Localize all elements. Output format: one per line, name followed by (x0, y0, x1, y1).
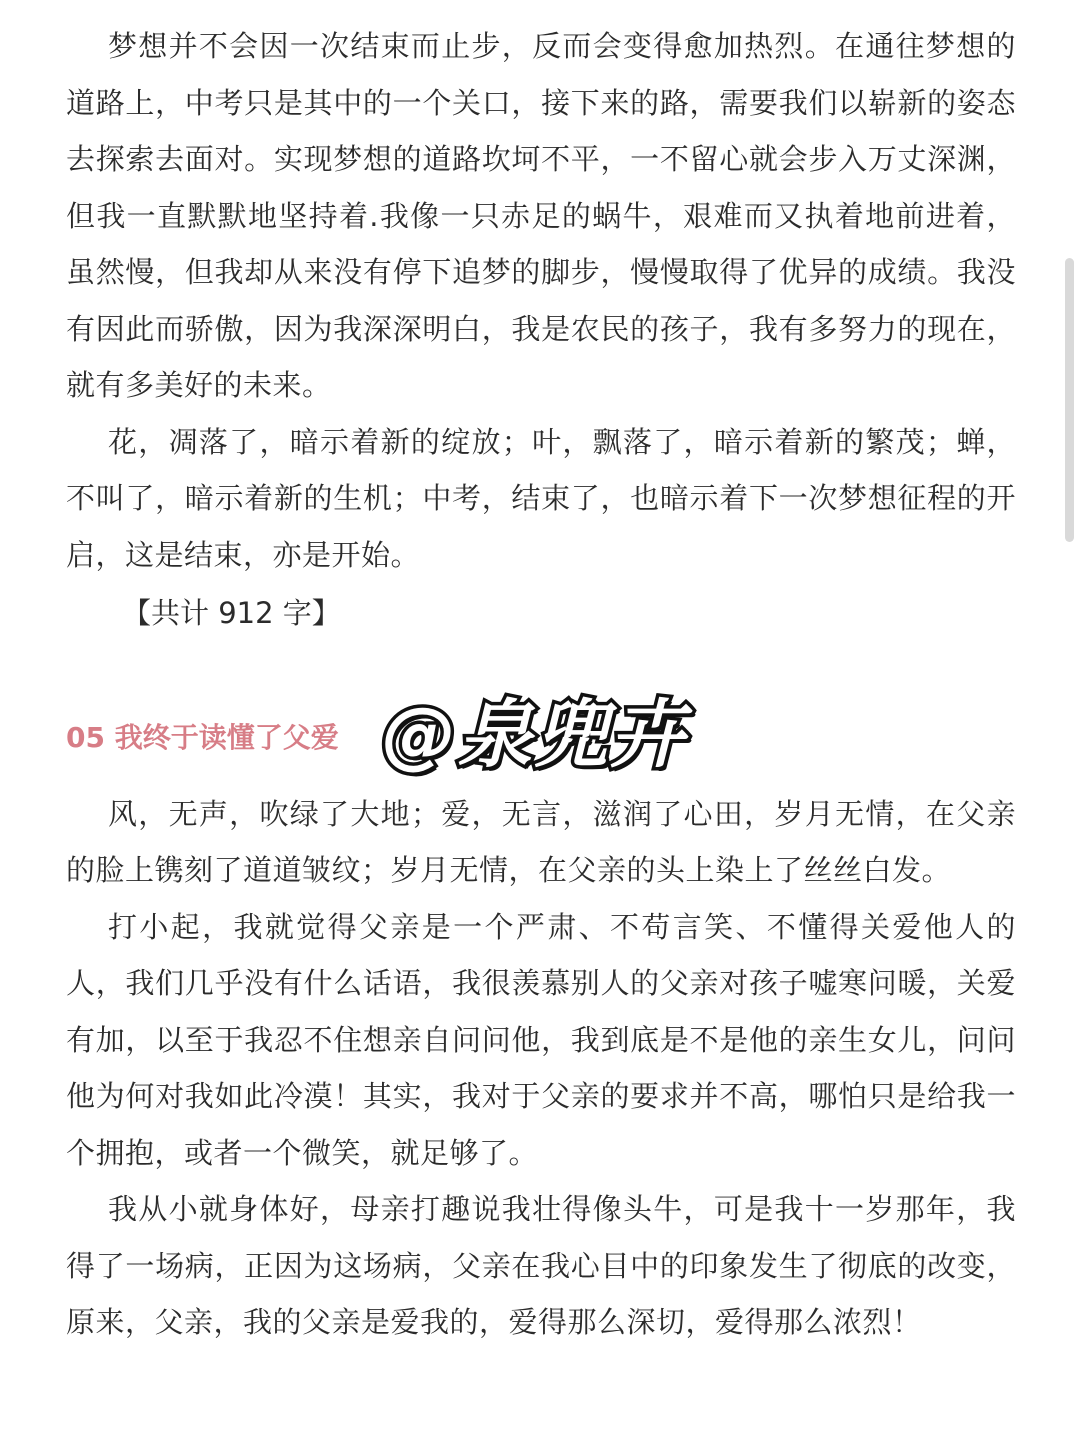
paragraph: 我从小就身体好，母亲打趣说我壮得像头牛，可是我十一岁那年，我得了一场病，正因为这场病，父亲在我心目中的印象发生了彻底的改变，原来，父亲，我的父亲是爱我的，爱得那么深切，爱得那么浓烈！ (66, 1192, 1016, 1339)
scrollbar-thumb[interactable] (1065, 258, 1074, 542)
scrollbar[interactable] (1060, 0, 1080, 1440)
paragraph: 花，凋落了，暗示着新的绽放；叶，飘落了，暗示着新的繁茂；蝉，不叫了，暗示着新的生机；中考，结束了，也暗示着下一次梦想征程的开启，这是结束，亦是开始。 (66, 424, 1016, 572)
paragraph: 梦想并不会因一次结束而止步，反而会变得愈加热烈。在通往梦想的道路上，中考只是其中的一个关口，接下来的路，需要我们以崭新的姿态去探索去面对。实现梦想的道路坎坷不平，一不留心就会步入万丈深渊，但我一直默默地坚持着.我像一只赤足的蜗牛，艰难而又执着地前进着，虽然慢，但我却从来没有停下追梦的脚步，慢慢取得了优异的成绩。我没有因此而骄傲，因为我深深明白，我是农民的孩子，我有多努力的现在，就有多美好的未来。 (66, 29, 1016, 402)
author-watermark: @泉兜卉 (382, 692, 686, 778)
paragraph: 风，无声，吹绿了大地；爱，无言，滋润了心田，岁月无情，在父亲的脸上镌刻了道道皱纹；岁月无情，在父亲的头上染上了丝丝白发。 (66, 796, 1016, 887)
word-count: 【共计 912 字】 (122, 596, 341, 630)
paragraph: 打小起，我就觉得父亲是一个严肃、不苟言笑、不懂得关爱他人的人，我们几乎没有什么话语，我很羡慕别人的父亲对孩子嘘寒问暖，关爱有加，以至于我忍不住想亲自问问他，我到底是不是他的亲生女儿，问问他为何对我如此冷漠！其实，我对于父亲的要求并不高，哪怕只是给我一个拥抱，或者一个微笑，就足够了。 (66, 909, 1016, 1170)
section-title: 05 我终于读懂了父爱 (66, 720, 339, 754)
